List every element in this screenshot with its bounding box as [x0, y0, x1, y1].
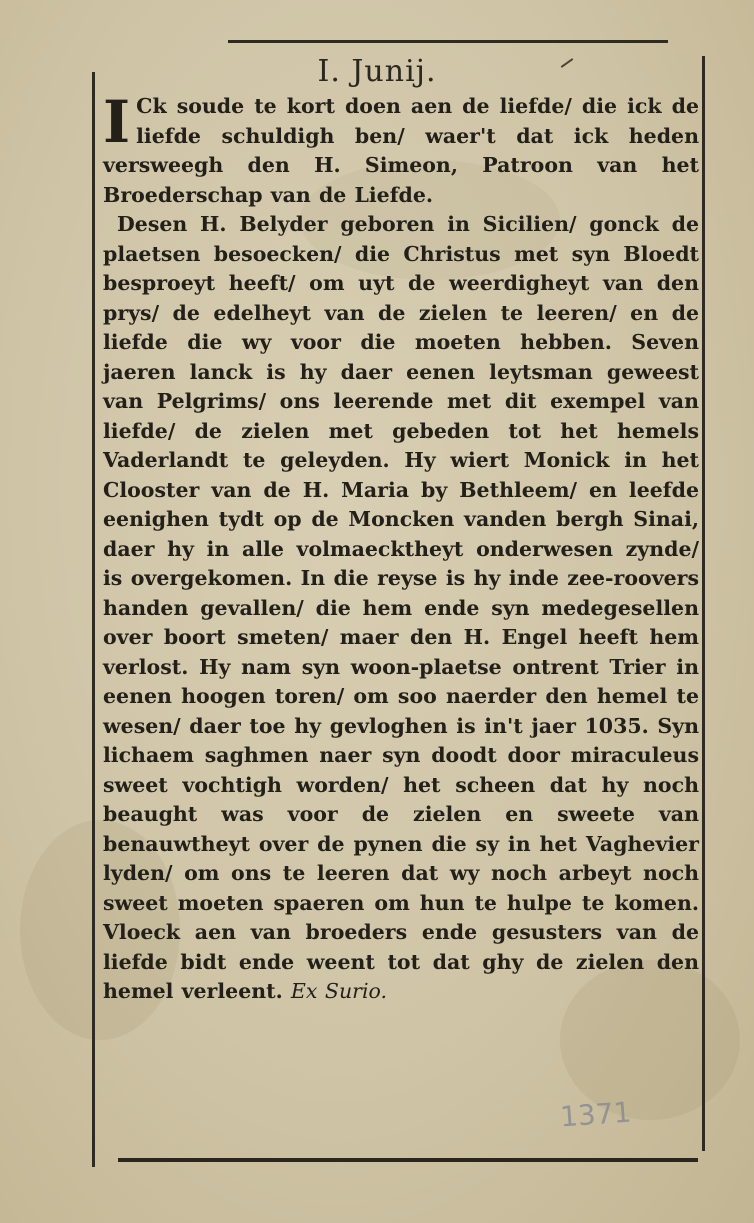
paragraph-intro-text: Ck soude te kort doen aen de liefde/ die ick de liefde schuldigh ben/ waer't dat ick heden versweegh den H. Simeon, Patroon van het Broederschap van de Liefde.: [103, 94, 699, 207]
frame-left-rule: [92, 72, 95, 1167]
drop-cap: I: [103, 88, 131, 156]
paragraph-main: [103, 210, 699, 1007]
frame-right-rule: [702, 56, 705, 1151]
frame-top-rule: [228, 40, 668, 43]
source-citation: Ex Surio.: [290, 979, 388, 1003]
paragraph-intro: [103, 88, 699, 210]
body-text: [103, 88, 699, 1007]
page-title: I. Junij.: [317, 54, 437, 89]
handwritten-note: 1371: [558, 1095, 633, 1134]
paragraph-main-text: Desen H. Belyder geboren in Sicilien/ gonck de plaetsen besoecken/ die Christus met syn Bloedt besproeyt heeft/ om uyt de weerdigheyt van den prys/ de edelheyt van de zielen te leeren/ en de liefde die wy voor die moeten hebben. Seven jaeren lanck is hy daer eenen leytsman geweest van Pelgrims/ ons leerende met dit exempel van liefde/ de zielen met gebeden tot het hemels Vaderlandt te geleyden. Hy wiert Monick in het Clooster van de H. Maria by Bethleem/ en leefde eenighen tydt op de Moncken vanden bergh Sinai, daer hy in alle volmaecktheyt onderwesen zynde/ is overgekomen. In die reyse is hy inde zee-roovers handen gevallen/ die hem ende syn medegesellen over boort smeten/ maer den H. Engel heeft hem verlost. Hy nam syn woon-plaetse ontrent Trier in eenen hoogen toren/ om soo naerder den hemel te wesen/ daer toe hy gevloghen is in't jaer 1035. Syn lichaem saghmen naer syn doodt door miraculeus sweet vochtigh worden/ het scheen dat hy noch beaught was voor de zielen en sweete van benauwtheyt over de pynen die sy in het Vaghevier lyden/ om ons te leeren dat wy noch arbeyt noch sweet moeten spaeren om hun te hulpe te komen. Vloeck aen van broeders ende gesusters van de liefde bidt ende weent tot dat ghy de zielen den hemel verleent.: [103, 212, 699, 1003]
frame-bottom-rule: [118, 1158, 698, 1162]
